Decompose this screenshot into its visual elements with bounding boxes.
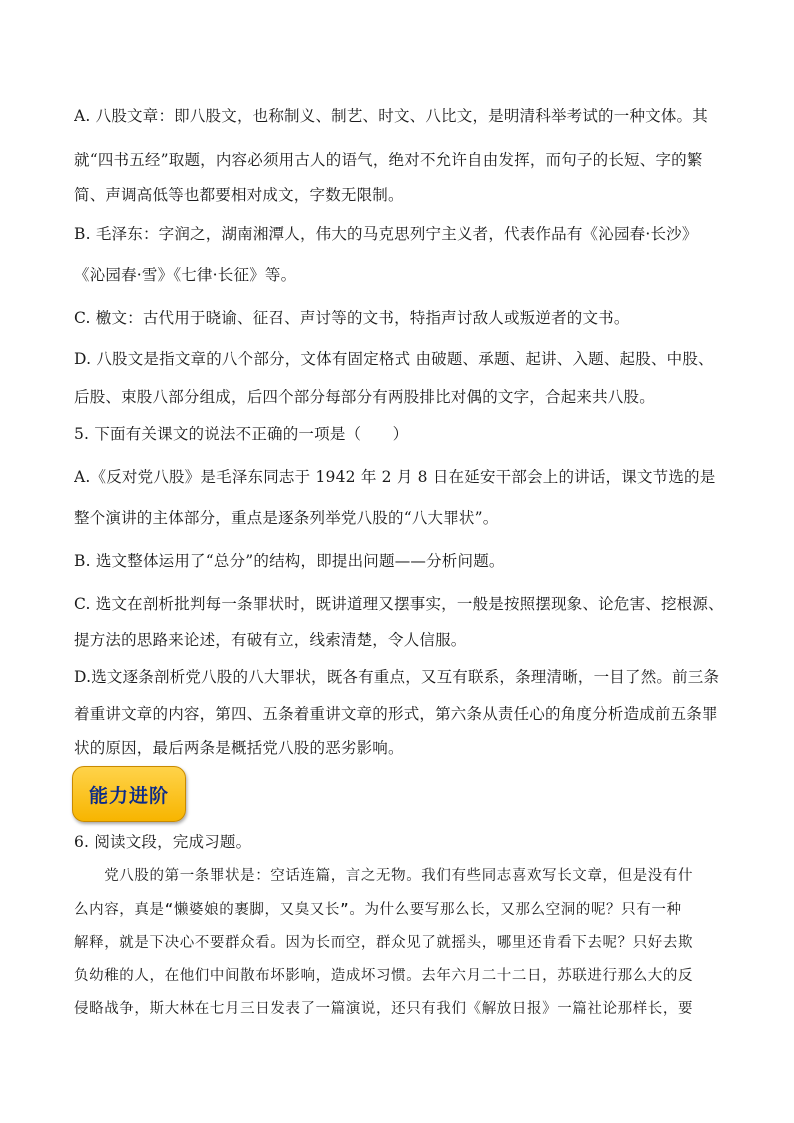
option-d-line-1: D. 八股文是指文章的八个部分，文体有固定格式 由破题、承题、起讲、入题、起股、中股、 <box>74 350 714 368</box>
question-5-stem: 5. 下面有关课文的说法不正确的一项是（ ） <box>74 425 409 443</box>
option-d-line-2: 后股、束股八部分组成，后四个部分每部分有两股排比对偶的文字，合起来共八股。 <box>74 388 655 406</box>
option-b-line-1: B. 毛泽东：字润之，湖南湘潭人，伟大的马克思列宁主义者，代表作品有《沁园春·长沙》 <box>74 225 698 243</box>
question-6-stem: 6. 阅读文段，完成习题。 <box>74 833 252 851</box>
passage-line-2: 么内容，真是“懒婆娘的裹脚，又臭又长”。为什么要写那么长，又那么空洞的呢？只有一种 <box>74 902 682 918</box>
q5-option-d-line-3: 状的原因，最后两条是概括党八股的恶劣影响。 <box>74 739 404 757</box>
passage-line-1: 党八股的第一条罪状是：空话连篇，言之无物。我们有些同志喜欢写长文章，但是没有什 <box>74 868 694 884</box>
q5-option-a-line-2: 整个演讲的主体部分，重点是逐条列举党八股的“八大罪状”。 <box>74 509 499 527</box>
option-b-line-2: 《沁园春·雪》《七律·长征》等。 <box>74 266 297 284</box>
q5-option-c-line-2: 提方法的思路来论述，有破有立，线索清楚，令人信服。 <box>74 631 467 649</box>
q5-option-d-line-2: 着重讲文章的内容，第四、五条着重讲文章的形式，第六条从责任心的角度分析造成前五条罪 <box>74 705 718 723</box>
option-c-line-1: C. 檄文：古代用于晓谕、征召、声讨等的文书，特指声讨敌人或叛逆者的文书。 <box>74 309 630 327</box>
passage-line-4: 负幼稚的人，在他们中间散布坏影响，造成坏习惯。去年六月二十二日，苏联进行那么大的反 <box>74 968 694 984</box>
section-badge-label: 能力进阶 <box>88 784 169 807</box>
option-a-line-1: A. 八股文章：即八股文，也称制义、制艺、时文、八比文，是明清科举考试的一种文体。其 <box>74 107 708 125</box>
q5-option-b-line-1: B. 选文整体运用了“总分”的结构，即提出问题——分析问题。 <box>74 552 505 570</box>
option-a-line-2: 就“四书五经”取题，内容必须用古人的语气，绝对不允许自由发挥，而句子的长短、字的繁 <box>74 151 703 169</box>
q5-option-a-line-1: A.《反对党八股》是毛泽东同志于 1942 年 2 月 8 日在延安干部会上的讲话，课文节选的是 <box>74 468 716 486</box>
section-badge <box>72 766 186 822</box>
passage-line-5: 侵略战争，斯大林在七月三日发表了一篇演说，还只有我们《解放日报》一篇社论那样长，要 <box>74 1001 694 1017</box>
q5-option-c-line-1: C. 选文在剖析批判每一条罪状时，既讲道理又摆事实，一般是按照摆现象、论危害、挖根源、 <box>74 595 724 613</box>
passage-line-3: 解释，就是下决心不要群众看。因为长而空，群众见了就摇头，哪里还肯看下去呢？只好去欺 <box>74 935 694 951</box>
option-a-line-3: 简、声调高低等也都要相对成文，字数无限制。 <box>74 186 404 204</box>
q5-option-d-line-1: D.选文逐条剖析党八股的八大罪状，既各有重点，又互有联系，条理清晰，一目了然。前三条 <box>74 668 720 686</box>
